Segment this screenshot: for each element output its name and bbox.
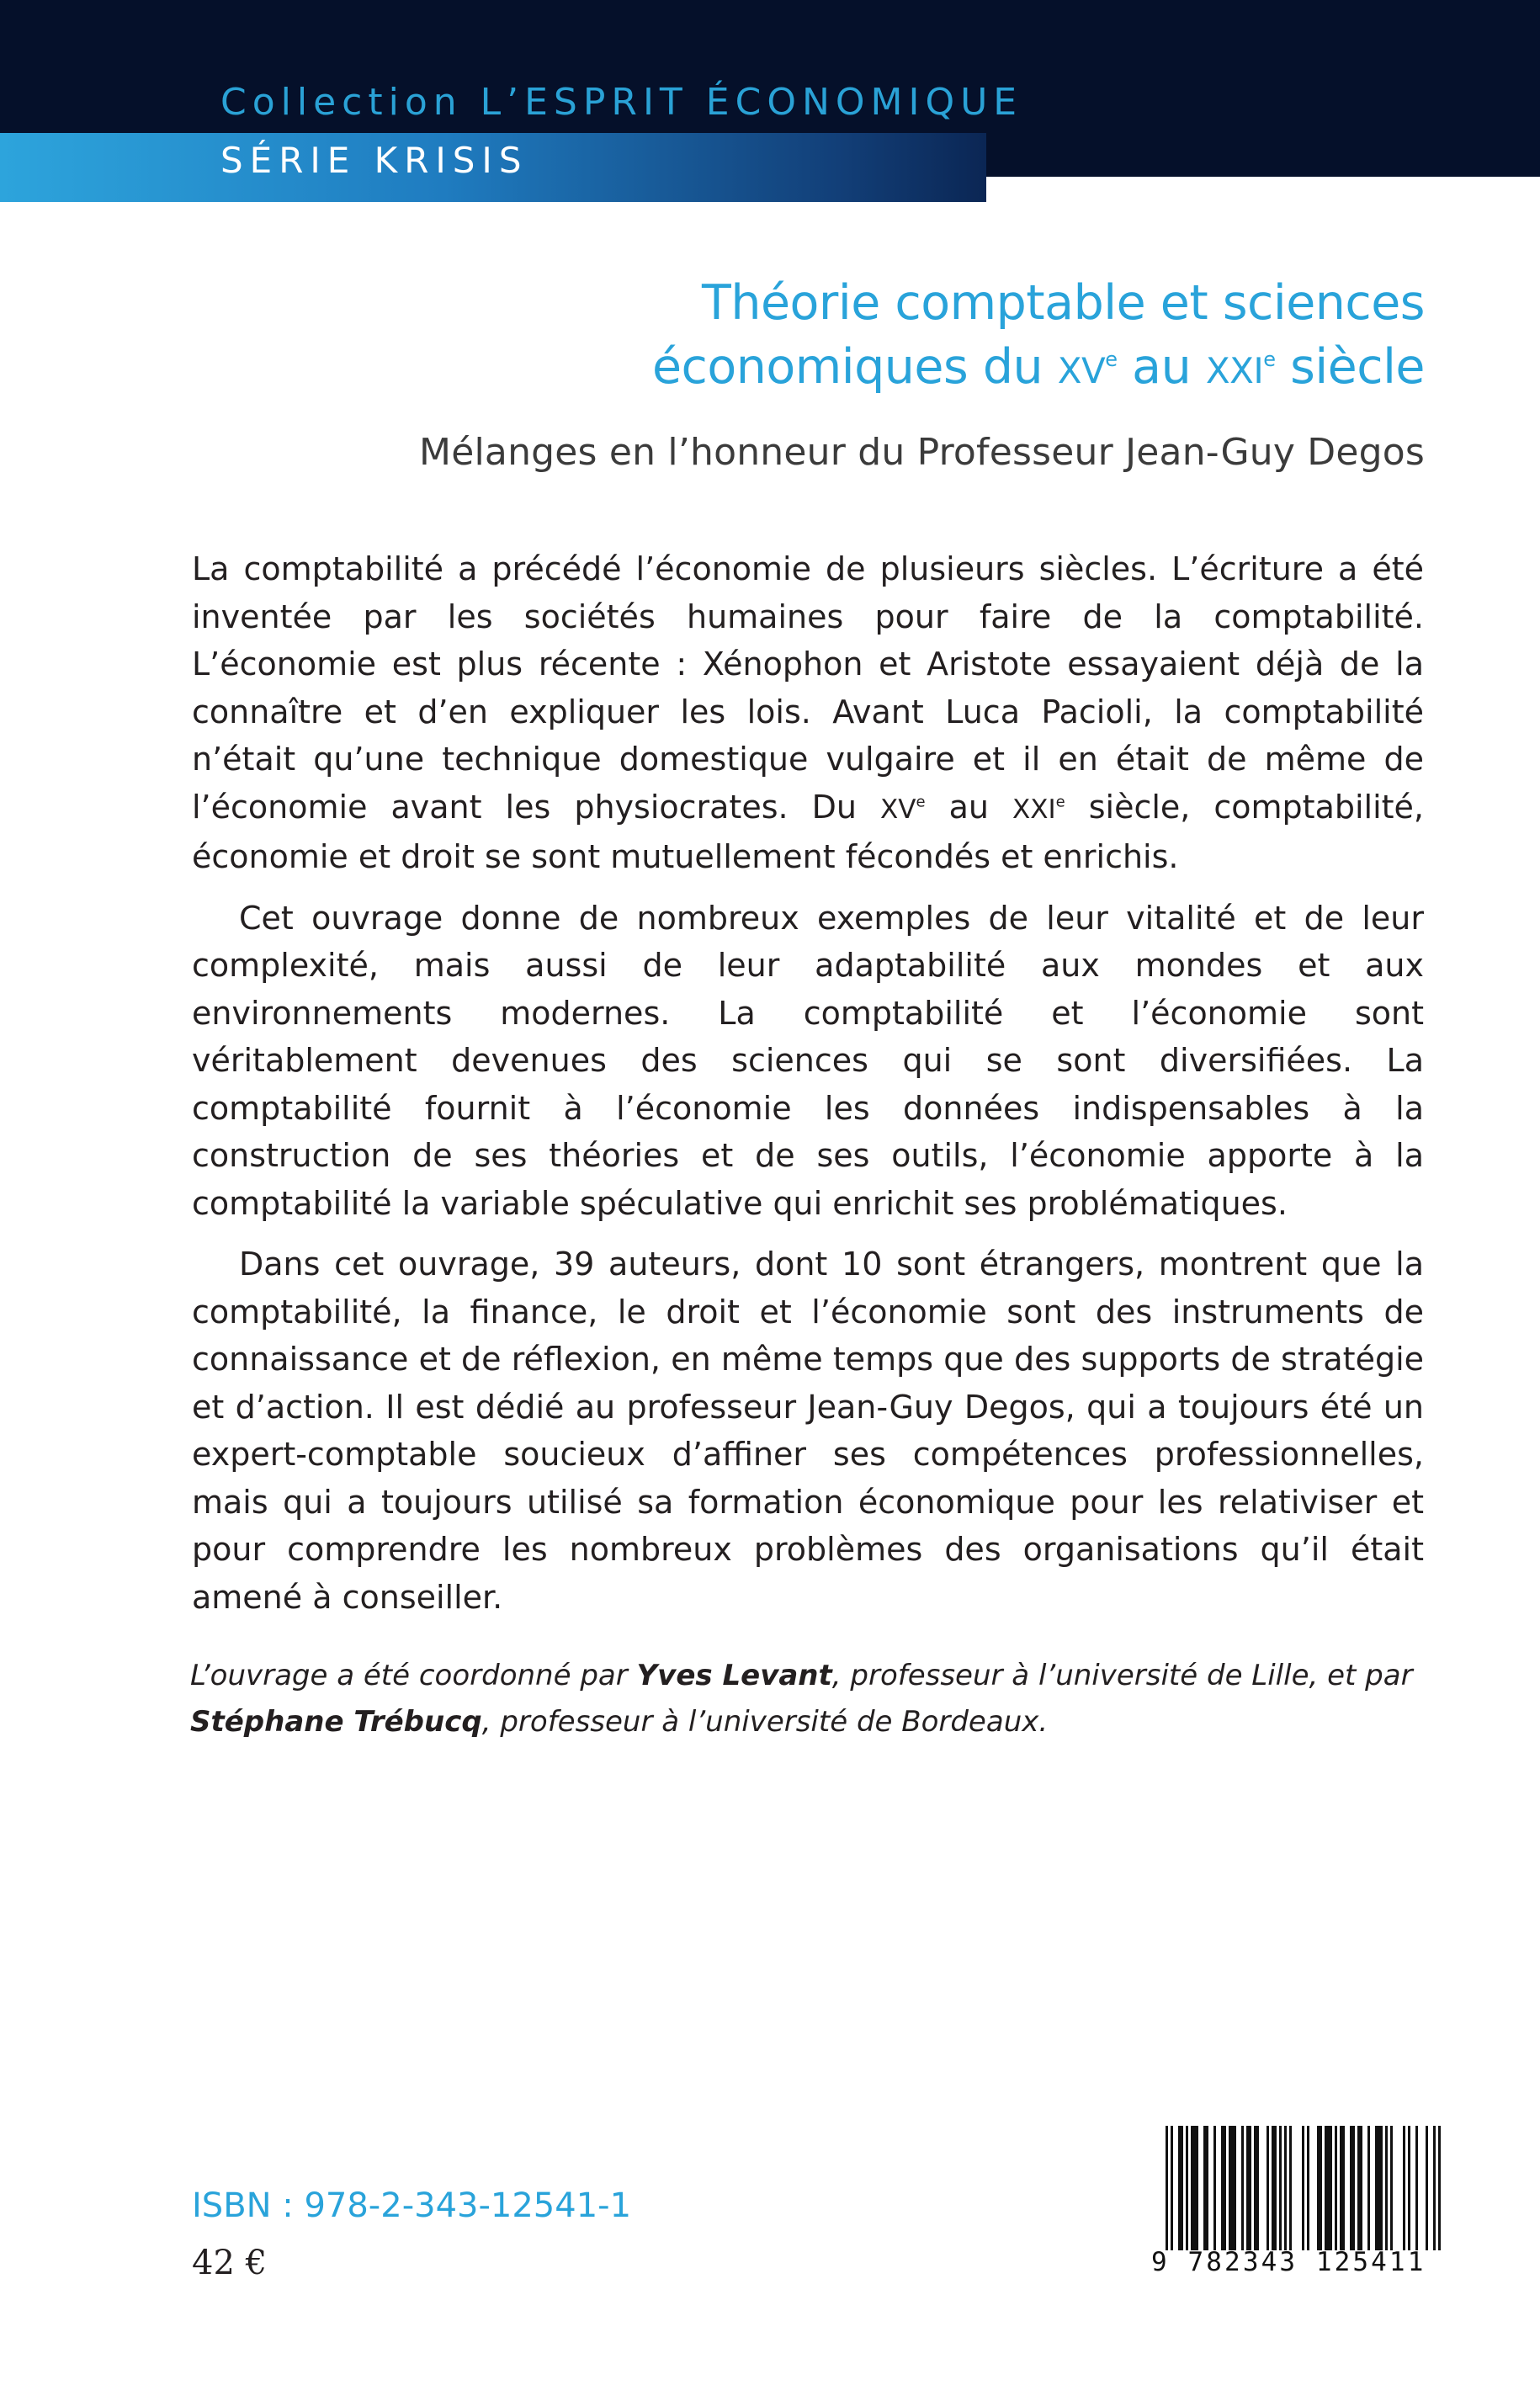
barcode-bar — [1350, 2126, 1352, 2250]
barcode-bar — [1433, 2126, 1436, 2250]
barcode-bar — [1317, 2126, 1320, 2250]
barcode-bar — [1403, 2126, 1405, 2250]
p1-text-mid: au — [925, 788, 1012, 826]
p1-century-start: XV — [880, 794, 916, 825]
barcode-bar — [1191, 2126, 1193, 2250]
collection-name: Collection L’ESPRIT ÉCONOMIQUE — [220, 81, 1023, 124]
barcode-bar — [1378, 2126, 1380, 2250]
barcode-bar — [1274, 2126, 1277, 2250]
barcode-bar — [1206, 2126, 1208, 2250]
p1-century-start-sup: e — [916, 792, 926, 810]
barcode-bar — [1320, 2126, 1322, 2250]
serie-name: SÉRIE KRISIS — [220, 140, 528, 181]
credit-author-1: Yves Levant — [636, 1659, 832, 1692]
barcode-bar — [1335, 2126, 1337, 2250]
barcode-bar — [1325, 2126, 1327, 2250]
barcode-bar — [1193, 2126, 1196, 2250]
p1-text-a: La comptabilité a précédé l’économie de plusieurs siècles. L’écriture a été inventée par les sociétés humaines pour faire de la comptabilité. L’économie est plus récente : Xénophon et Aristote essayaient déjà de la connaître et d’en expliquer les lois. Avant Luca Pacioli, la comptabilité n’était qu’une technique domestique vulgaire et il en était de même de l’économie avant les physiocrates. Du — [192, 550, 1424, 826]
barcode-bar — [1330, 2126, 1332, 2250]
century-end: XXI — [1205, 350, 1264, 391]
price: 42 € — [192, 2244, 268, 2282]
coordinators-credit — [190, 1653, 1424, 1745]
p1-text-b: siècle, comptabilité, économie et droit se sont mutuellement fécondés et enrichis. — [192, 788, 1425, 875]
barcode-bar — [1284, 2126, 1287, 2250]
barcode-bar — [1181, 2126, 1183, 2250]
barcode-bar — [1178, 2126, 1181, 2250]
century-end-sup: e — [1263, 348, 1276, 371]
barcode-bar — [1231, 2126, 1234, 2250]
title-middle: au — [1117, 339, 1206, 395]
barcode-bar — [1256, 2126, 1259, 2250]
barcode-bar — [1367, 2126, 1370, 2250]
barcode-bar — [1246, 2126, 1249, 2250]
credit-author-2: Stéphane Trébucq — [190, 1705, 482, 1739]
century-start: XV — [1057, 350, 1106, 391]
barcode-bar — [1224, 2126, 1226, 2250]
title-prefix: économiques du — [651, 339, 1058, 395]
barcode-bar — [1307, 2126, 1309, 2250]
barcode-bar — [1229, 2126, 1231, 2250]
barcode-bar — [1380, 2126, 1383, 2250]
barcode-bar — [1234, 2126, 1236, 2250]
barcode-bar — [1267, 2126, 1269, 2250]
barcode-bar — [1438, 2126, 1441, 2250]
barcode-bar — [1279, 2126, 1282, 2250]
barcode-bar — [1241, 2126, 1244, 2250]
barcode-bar — [1186, 2126, 1188, 2250]
barcode-bar — [1196, 2126, 1198, 2250]
barcode-bar — [1360, 2126, 1362, 2250]
barcode-bar — [1249, 2126, 1251, 2250]
barcode-bar — [1385, 2126, 1388, 2250]
p1-century-end: XXI — [1012, 794, 1056, 825]
barcode-bar — [1327, 2126, 1330, 2250]
title-line-1: Théorie comptable et sciences — [702, 275, 1425, 331]
barcode-bar — [1342, 2126, 1345, 2250]
barcode-bar — [1415, 2126, 1418, 2250]
barcode-bar — [1221, 2126, 1224, 2250]
barcode-bar — [1408, 2126, 1410, 2250]
barcode-bar — [1352, 2126, 1355, 2250]
barcode-bar — [1203, 2126, 1206, 2250]
barcode-bar — [1390, 2126, 1393, 2250]
book-title — [652, 271, 1425, 403]
century-start-sup: e — [1105, 348, 1118, 371]
blurb-paragraph-3: Dans cet ouvrage, 39 auteurs, dont 10 sont étrangers, montrent que la comptabilité, la finance, le droit et l’économie sont des instruments de connaissance et de réflexion, en même temps que des supports de stratégie et d’action. Il est dédié au professeur Jean-Guy Degos, qui a toujours été un expert-comptable soucieux d’affiner ses compétences professionnelles, mais qui a toujours utilisé sa formation économique pour les relativiser et pour comprendre les nombreux problèmes des organisations qu’il était amené à conseiller. — [192, 1246, 1424, 1616]
credit-affiliation-2: , professeur à l’université de Bordeaux. — [481, 1705, 1049, 1739]
p1-century-end-sup: e — [1055, 792, 1065, 810]
barcode-bar — [1166, 2126, 1168, 2250]
credit-affiliation-1: , professeur à l’université de Lille, et par — [831, 1659, 1413, 1692]
blurb-paragraph-1 — [192, 545, 1424, 881]
barcode-bar — [1302, 2126, 1304, 2250]
barcode-bar — [1375, 2126, 1378, 2250]
isbn: ISBN : 978-2-343-12541-1 — [192, 2186, 632, 2225]
barcode-bar — [1213, 2126, 1216, 2250]
book-subtitle: Mélanges en l’honneur du Professeur Jean-Guy Degos — [419, 431, 1425, 474]
barcode-bar — [1254, 2126, 1256, 2250]
barcode-bar — [1357, 2126, 1360, 2250]
credit-intro: L’ouvrage a été coordonné par — [190, 1659, 637, 1692]
title-suffix: siècle — [1275, 339, 1425, 395]
barcode-bar — [1426, 2126, 1428, 2250]
blurb — [192, 545, 1424, 1634]
title-line-2 — [652, 335, 1425, 403]
blurb-paragraph-2: Cet ouvrage donne de nombreux exemples de leur vitalité et de leur complexité, mais aussi de leur adaptabilité aux mondes et aux environnements modernes. La comptabilité et l’économie sont véritablement devenues des sciences qui se sont diversifiées. La comptabilité fournit à l’économie les données indispensables à la construction de ses théories et de ses outils, l’économie apporte à la comptabilité la variable spéculative qui enrichit ses problématiques. — [192, 899, 1424, 1222]
barcode-bar — [1340, 2126, 1342, 2250]
barcode-bar — [1171, 2126, 1173, 2250]
barcode-bar — [1289, 2126, 1292, 2250]
barcode-digits: 9 782343 125411 — [1151, 2247, 1426, 2277]
barcode-bar — [1272, 2126, 1274, 2250]
